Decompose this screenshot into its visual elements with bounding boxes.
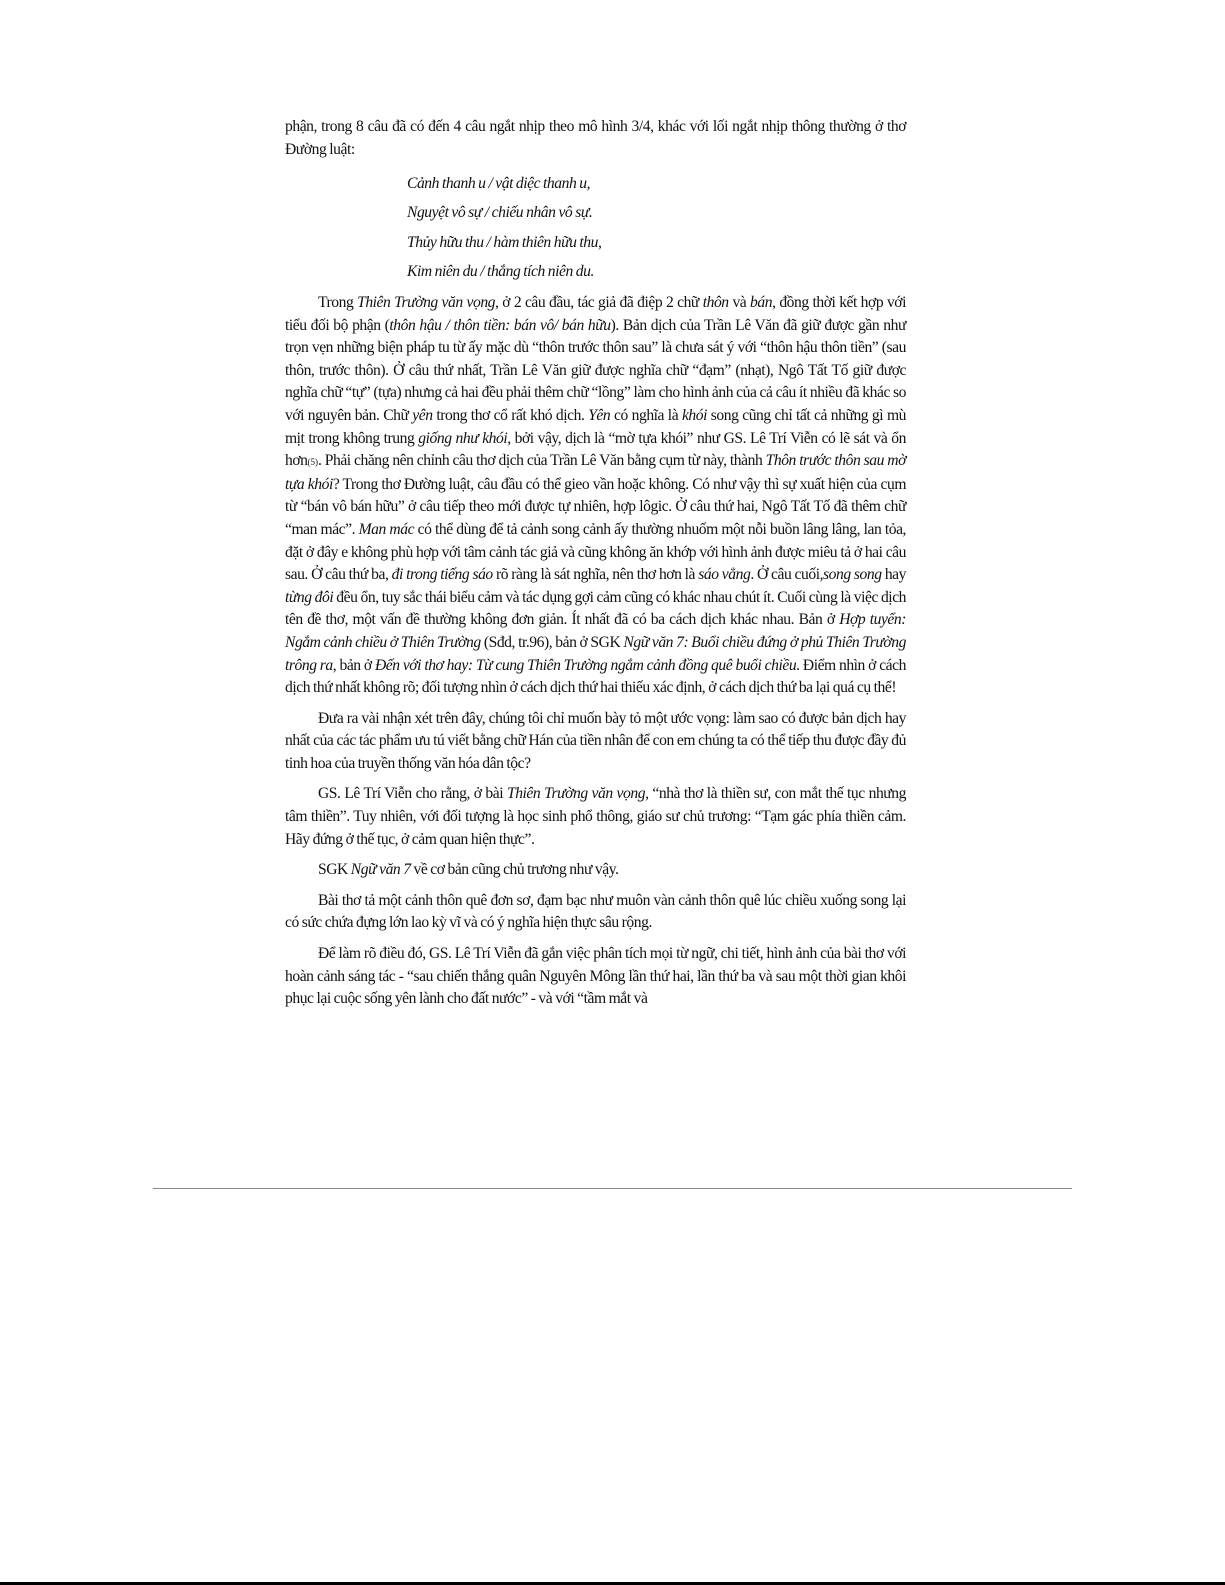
italic-term: yên <box>412 406 433 424</box>
paragraph-translation-analysis <box>285 292 906 700</box>
paragraph-sgk <box>285 859 906 882</box>
text-run: ? Trong thơ Đường luật, câu đầu có thể gieo vần hoặc không. Có như vậy thì sự xuất hiện của cụm từ “bán vô bán hữu” ở câu tiếp theo mới được tự nhiên, hợp lôgic. Ở câu thứ hai, Ngô Tất Tố đã thêm chữ “man mác”. <box>285 475 907 538</box>
text-run: , “nhà thơ là thiền sư, con mắt thế tục nhưng tâm thiền”. Tuy nhiên, với đối tượng là học sinh phổ thông, giáo sư chủ trương: “Tạm gác phía thiền cảm. Hãy đứng ở thế tục, ở cảm quan hiện thực”. <box>285 785 906 848</box>
italic-term: sáo vẳng <box>698 566 751 584</box>
italic-term: bán <box>750 294 773 311</box>
text-run: và <box>728 294 751 311</box>
italic-title: Ngữ văn 7 <box>350 861 411 879</box>
text-run: đều ổn, tuy sắc thái biểu cảm và tác dụng gợi cảm cũng có khác nhau chút ít. Cuối cùng là việc dịch tên đề thơ, một vấn đề thường không đơn giản. Ít nhất đã có ba cách dịch khác nhau. Bản ở <box>285 588 907 629</box>
text-run: Đưa ra vài nhận xét trên đây, chúng tôi chỉ muốn bày tỏ một ước vọng: làm sao có được bản dịch hay nhất của các tác phẩm ưu tú viết bằng chữ Hán của tiền nhân để con em chúng ta có thể tiếp thu được đầy đủ tinh hoa của truyền thống văn hóa dân tộc? <box>285 709 906 772</box>
text-run: (Sđd, tr.96), bản ở SGK <box>480 633 624 651</box>
italic-title: Thiên Trường văn vọng <box>357 294 496 311</box>
text-run: ). Bản dịch của Trần Lê Văn đã giữ được gần như trọn vẹn những biện pháp tu từ ấy mặc dù “thôn trước thôn sau” là chưa sát ý với “thôn hậu thôn tiền” (sau thôn, trước thôn). Ở câu thứ nhất, Trần Lê Văn giữ được nghĩa chữ “đạm” (nhạt), Ngô Tất Tố giữ được nghĩa chữ “tự” (tựa) nhưng cả hai đều phải thêm chữ “lồng” làm cho hình ảnh của cả câu ít nhiều đã khác so với nguyên bản. Chữ <box>285 316 907 424</box>
paragraph-context <box>285 943 906 1011</box>
italic-title: Thiên Trường văn vọng <box>506 785 646 803</box>
italic-term: song song <box>823 566 882 584</box>
text-run: song cũng chỉ tất cả những gì mù mịt trong không trung <box>285 406 906 447</box>
footnote-marker: (5) <box>307 457 318 468</box>
poem-line-4: Kim niên du / thắng tích niên du. <box>407 262 594 280</box>
italic-title: Đến với thơ hay: Từ cung Thiên Trường ngắm cảnh đồng quê buổi chiều <box>374 656 797 674</box>
text-run: rõ ràng là sát nghĩa, nên thơ hơn là <box>492 566 699 584</box>
text-run: trong thơ cổ rất khó dịch. <box>432 406 589 424</box>
text-run: phận, trong 8 câu đã có đến 4 câu ngắt nhịp theo mô hình 3/4, khác với lối ngắt nhịp thông thường ở thơ Đường luật: <box>285 118 906 158</box>
text-run: SGK <box>318 861 351 879</box>
poem-line-1: Cảnh thanh u / vật diệc thanh u, <box>407 175 591 193</box>
text-run: , bởi vậy, dịch là “mờ tựa khói” như GS. Lê Trí Viễn có lẽ sát và ổn hơn <box>285 429 906 470</box>
italic-term: giống như khói <box>418 429 508 447</box>
text-run: GS. Lê Trí Viễn cho rằng, ở bài <box>318 785 507 803</box>
italic-term: khói <box>681 406 708 424</box>
text-run: , đồng thời kết hợp với tiểu đối bộ phận ( <box>285 294 906 334</box>
footer-divider <box>153 1188 1072 1189</box>
text-run: . Ở câu cuối, <box>750 566 824 584</box>
text-run: , bản ở <box>332 656 375 674</box>
poem-quote <box>407 169 906 286</box>
italic-term: Thôn trước thôn sau mờ tựa khói <box>285 452 906 493</box>
text-run: Để làm rõ điều đó, GS. Lê Trí Viễn đã gắn việc phân tích mọi từ ngữ, chi tiết, hình ảnh của bài thơ với hoàn cảnh sáng tác - “sau chiến thắng quân Nguyên Mông lần thứ hai, lần thứ ba và sau một thời gian khôi phục lại cuộc sống yên lành cho đất nước” - và với “tầm mắt và <box>285 945 906 1008</box>
page-body <box>285 116 906 1019</box>
text-run: về cơ bản cũng chủ trương như vậy. <box>410 861 619 879</box>
paragraph-aspiration <box>285 708 906 776</box>
text-run: Trong <box>318 294 358 311</box>
text-run: . Điểm nhìn ở cách dịch thứ nhất không rõ; đối tượng nhìn ở cách dịch thứ hai thiếu xác định, ở cách dịch thứ ba lại quá cụ thể! <box>285 656 906 697</box>
text-run: , ở 2 câu đầu, tác giả đã điệp 2 chữ <box>495 294 703 311</box>
italic-title: Hợp tuyển: Ngắm cảnh chiều ở Thiên Trường <box>285 611 906 651</box>
italic-term: đi trong tiếng sáo <box>391 566 493 584</box>
italic-term: thôn <box>702 294 729 311</box>
italic-title: Ngữ văn 7: Buổi chiều đứng ở phủ Thiên Trường trông ra <box>285 633 906 674</box>
text-run: hay <box>881 566 906 584</box>
italic-term: từng đôi <box>285 588 334 606</box>
text-run: có nghĩa là <box>610 406 682 424</box>
italic-term: Yên <box>588 406 611 424</box>
text-run: có thể dùng để tả cảnh song cảnh ấy thường nhuốm một nỗi buồn lâng lâng, lan tỏa, đặt ở đây e không phù hợp với tâm cảnh tác giả và cũng không ăn khớp với hình ảnh được miêu tả ở hai câu sau. Ở câu thứ ba, <box>285 520 906 584</box>
text-run: . Phải chăng nên chỉnh câu thơ dịch của Trần Lê Văn bằng cụm từ này, thành <box>318 452 766 470</box>
text-run: Bài thơ tả một cảnh thôn quê đơn sơ, đạm bạc như muôn vàn cảnh thôn quê lúc chiều xuống song lại có sức chứa đựng lớn lao kỳ vĩ và có ý nghĩa hiện thực sâu rộng. <box>285 891 906 932</box>
paragraph-poem-summary <box>285 890 906 935</box>
poem-line-3: Thủy hữu thu / hàm thiên hữu thu, <box>407 233 602 251</box>
italic-term: Man mác <box>358 520 415 538</box>
paragraph-le-tri-vien <box>285 783 906 851</box>
italic-term: thôn hậu / thôn tiền: bán vô/ bán hữu <box>389 316 611 334</box>
poem-line-2: Nguyệt vô sự / chiếu nhân vô sự. <box>407 204 593 222</box>
paragraph-intro <box>285 116 906 161</box>
